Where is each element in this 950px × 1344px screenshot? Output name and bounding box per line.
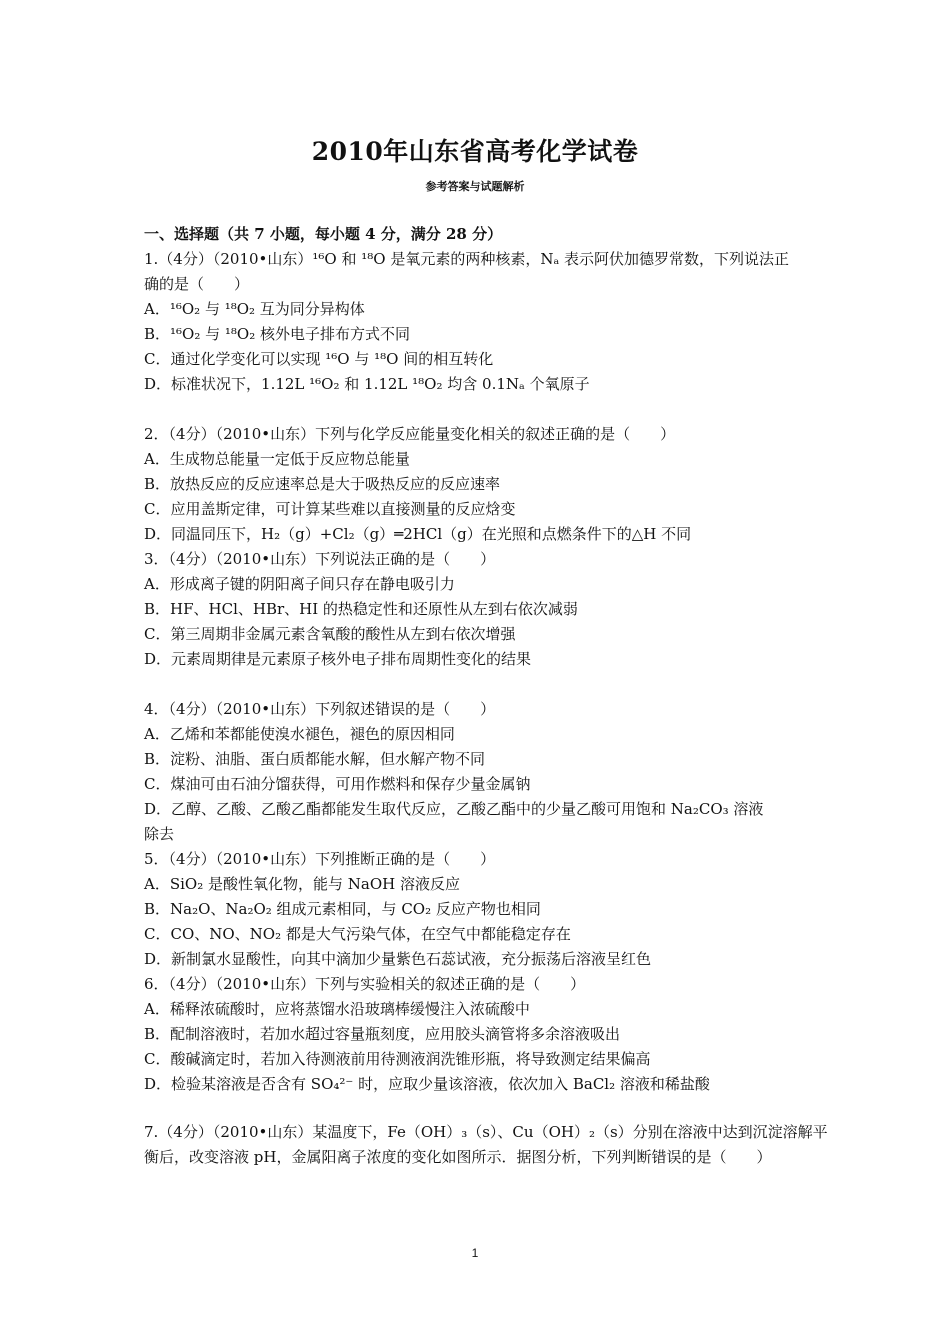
question-line: A．¹⁶O₂ 与 ¹⁸O₂ 互为同分异构体: [144, 300, 365, 318]
question-line: 6．（4分）（2010•山东）下列与实验相关的叙述正确的是（ ）: [144, 975, 586, 993]
question-list: [144, 222, 810, 1097]
page-title: 2010年山东省高考化学试卷: [311, 137, 639, 166]
question-line: A．稀释浓硫酸时，应将蒸馏水沿玻璃棒缓慢注入浓硫酸中: [144, 1000, 530, 1018]
question-line: 7.（4分）（2010•山东）某温度下，Fe（OH）₃（s）、Cu（OH）₂（s）分别在溶液中达到沉淀溶解平: [144, 1123, 828, 1141]
question-line: D．元素周期律是元素原子核外电子排布周期性变化的结果: [144, 650, 532, 668]
question-line: 1.（4分）（2010•山东）¹⁶O 和 ¹⁸O 是氧元素的两种核素，Nₐ 表示阿伏加德罗常数，下列说法正: [144, 250, 790, 268]
blank-line: [144, 672, 810, 697]
question-line: B．放热反应的反应速率总是大于吸热反应的反应速率: [144, 475, 501, 493]
question-line: C．煤油可由石油分馏获得，可用作燃料和保存少量金属钠: [144, 775, 531, 793]
question-line: B．HF、HCl、HBr、HI 的热稳定性和还原性从左到右依次减弱: [144, 600, 578, 618]
question-line: 衡后，改变溶液 pH，金属阳离子浓度的变化如图所示．据图分析，下列判断错误的是（ ）: [144, 1148, 772, 1166]
question-line: C．应用盖斯定律，可计算某些难以直接测量的反应焓变: [144, 500, 516, 518]
question-line: 3．（4分）（2010•山东）下列说法正确的是（ ）: [144, 550, 496, 568]
question-line: B．¹⁶O₂ 与 ¹⁸O₂ 核外电子排布方式不同: [144, 325, 411, 343]
question-line: 除去: [144, 825, 175, 843]
question-line: C．酸碱滴定时，若加入待测液前用待测液润洗锥形瓶，将导致测定结果偏高: [144, 1050, 651, 1068]
question-line: A．SiO₂ 是酸性氧化物，能与 NaOH 溶液反应: [144, 875, 460, 893]
question-line: C．第三周期非金属元素含氧酸的酸性从左到右依次增强: [144, 625, 516, 643]
question-line: D．标准状况下，1.12L ¹⁶O₂ 和 1.12L ¹⁸O₂ 均含 0.1Nₐ 个氧原子: [144, 375, 590, 393]
question-line: D．检验某溶液是否含有 SO₄²⁻ 时，应取少量该溶液，依次加入 BaCl₂ 溶液和稀盐酸: [144, 1075, 710, 1093]
question-line: 5．（4分）（2010•山东）下列推断正确的是（ ）: [144, 850, 496, 868]
question-line: B．Na₂O、Na₂O₂ 组成元素相同，与 CO₂ 反应产物也相同: [144, 900, 541, 918]
blank-line: [144, 397, 810, 422]
question-line: D．同温同压下，H₂（g）+Cl₂（g）═2HCl（g）在光照和点燃条件下的△H 不同: [144, 525, 692, 543]
question-line: C．通过化学变化可以实现 ¹⁶O 与 ¹⁸O 间的相互转化: [144, 350, 494, 368]
question-line: 确的是（ ）: [144, 275, 250, 293]
question-line: A．乙烯和苯都能使溴水褪色，褪色的原因相同: [144, 725, 455, 743]
question-line: B．淀粉、油脂、蛋白质都能水解，但水解产物不同: [144, 750, 486, 768]
question-line: A．形成离子键的阴阳离子间只存在静电吸引力: [144, 575, 455, 593]
question-line: D．乙醇、乙酸、乙酸乙酯都能发生取代反应，乙酸乙酯中的少量乙酸可用饱和 Na₂CO₃ 溶液: [144, 800, 764, 818]
question-lines: [144, 247, 810, 1097]
question-line: 2．（4分）（2010•山东）下列与化学反应能量变化相关的叙述正确的是（ ）: [144, 425, 676, 443]
question-line: D．新制氯水显酸性，向其中滴加少量紫色石蕊试液，充分振荡后溶液呈红色: [144, 950, 652, 968]
question-line: A．生成物总能量一定低于反应物总能量: [144, 450, 410, 468]
page-number: 1: [471, 1246, 479, 1260]
page-subtitle: 参考答案与试题解析: [425, 180, 525, 193]
section-heading: 一、选择题（共 7 小题，每小题 4 分，满分 28 分）: [144, 225, 503, 243]
question-line: C．CO、NO、NO₂ 都是大气污染气体，在空气中都能稳定存在: [144, 925, 571, 943]
question-line: B．配制溶液时，若加水超过容量瓶刻度，应用胶头滴管将多余溶液吸出: [144, 1025, 621, 1043]
question-line: 4．（4分）（2010•山东）下列叙述错误的是（ ）: [144, 700, 496, 718]
question-7: [144, 1120, 828, 1170]
